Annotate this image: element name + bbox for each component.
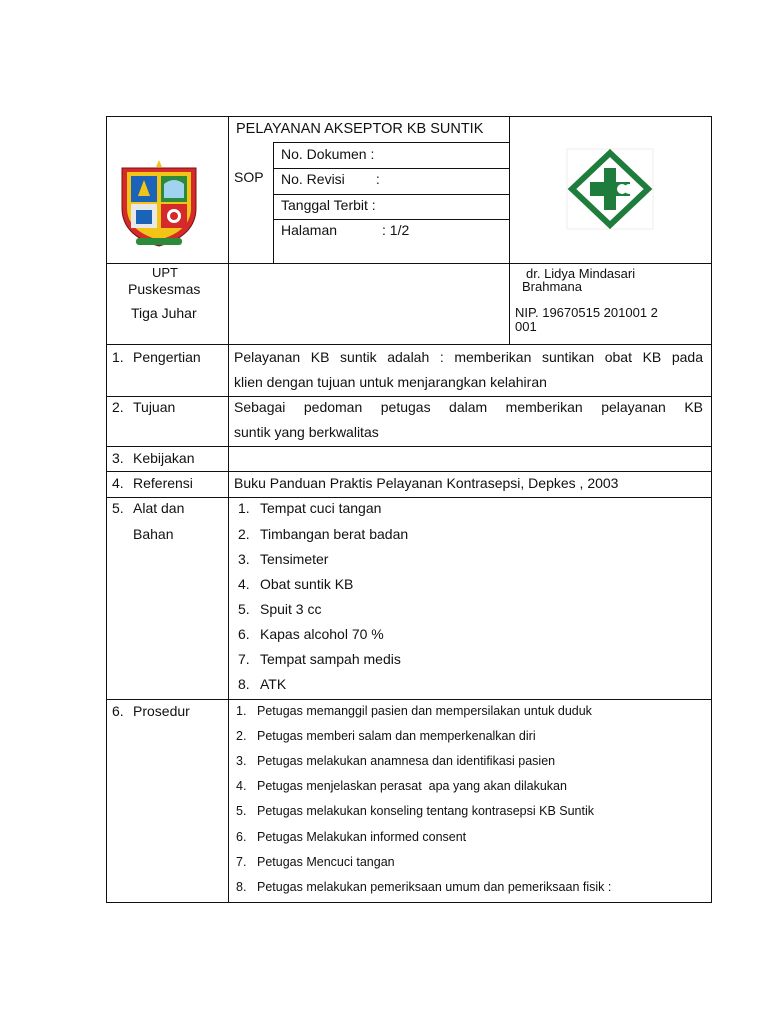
list-item: Spuit 3 cc — [260, 601, 322, 617]
org-puskesmas: Puskesmas — [128, 281, 201, 297]
list-item: ATK — [260, 676, 287, 692]
signer-nip: NIP. 19670515 201001 2 — [515, 305, 658, 320]
list-item: Petugas Melakukan informed consent — [257, 830, 467, 844]
list-item: Tensimeter — [260, 551, 329, 567]
page-label: Halaman — [281, 222, 338, 238]
org-upt: UPT — [152, 265, 178, 280]
sop-label: SOP — [234, 169, 264, 185]
pengertian-text-line2: klien dengan tujuan untuk menjarangkan kelahiran — [234, 374, 547, 390]
section-label-pengertian: Pengertian — [133, 349, 201, 365]
regional-coat-of-arms-icon — [116, 158, 202, 250]
list-item: Kapas alcohol 70 % — [260, 626, 384, 642]
section-label-referensi: Referensi — [133, 475, 193, 491]
list-item: Petugas menjelaskan perasat apa yang akan dilakukan — [257, 779, 567, 793]
list-item-number: 1. — [238, 500, 250, 516]
list-item: Petugas melakukan anamnesa dan identifikasi pasien — [257, 754, 556, 768]
list-item: Tempat cuci tangan — [260, 500, 382, 516]
list-item-number: 7. — [236, 855, 247, 869]
tujuan-text-line1: Sebagai pedoman petugas dalam memberikan pelayanan KB — [234, 399, 703, 415]
org-location: Tiga Juhar — [131, 305, 197, 321]
pengertian-text-line1: Pelayanan KB suntik adalah : memberikan suntikan obat KB pada — [234, 349, 703, 365]
signer-name-cont: Brahmana — [522, 279, 582, 294]
list-item-number: 3. — [238, 551, 250, 567]
signer-nip-cont: 001 — [515, 319, 537, 334]
list-item: Timbangan berat badan — [260, 526, 409, 542]
doc-number-label: No. Dokumen : — [281, 146, 375, 162]
list-item-number: 1. — [236, 704, 247, 718]
page-value: : 1/2 — [382, 222, 410, 238]
list-item-number: 5. — [236, 804, 247, 818]
list-item-number: 5. — [238, 601, 250, 617]
list-item-number: 8. — [238, 676, 250, 692]
referensi-text: Buku Panduan Praktis Pelayanan Kontrasepsi, Depkes , 2003 — [234, 475, 619, 491]
section-number: 5. — [112, 500, 124, 516]
list-item: Tempat sampah medis — [260, 651, 401, 667]
list-item-number: 8. — [236, 880, 247, 894]
section-label-bahan: Bahan — [133, 526, 174, 542]
list-item: Petugas memberi salam dan memperkenalkan diri — [257, 729, 536, 743]
list-item: Obat suntik KB — [260, 576, 354, 592]
section-label-tujuan: Tujuan — [133, 399, 176, 415]
list-item: Petugas memanggil pasien dan mempersilakan untuk duduk — [257, 704, 592, 718]
puskesmas-cross-icon — [566, 148, 654, 230]
document-title: PELAYANAN AKSEPTOR KB SUNTIK — [236, 121, 484, 137]
issue-date-label: Tanggal Terbit : — [281, 197, 376, 213]
section-number: 1. — [112, 349, 124, 365]
section-number: 4. — [112, 475, 124, 491]
section-label-prosedur: Prosedur — [133, 703, 190, 719]
list-item-number: 2. — [236, 729, 247, 743]
section-label-alat: Alat dan — [133, 500, 185, 516]
list-item-number: 7. — [238, 651, 250, 667]
list-item: Petugas melakukan konseling tentang kontrasepsi KB Suntik — [257, 804, 595, 818]
section-number: 2. — [112, 399, 124, 415]
section-number: 6. — [112, 703, 124, 719]
list-item: Petugas melakukan pemeriksaan umum dan pemeriksaan fisik : — [257, 880, 612, 894]
tujuan-text-line2: suntik yang berkwalitas — [234, 424, 379, 440]
signer-name: dr. Lidya Mindasari — [526, 266, 636, 281]
list-item-number: 3. — [236, 754, 247, 768]
list-item-number: 6. — [238, 626, 250, 642]
list-item: Petugas Mencuci tangan — [257, 855, 395, 869]
revision-label: No. Revisi : — [281, 171, 380, 187]
section-number: 3. — [112, 450, 124, 466]
list-item-number: 4. — [236, 779, 247, 793]
list-item-number: 6. — [236, 830, 247, 844]
list-item-number: 4. — [238, 576, 250, 592]
section-label-kebijakan: Kebijakan — [133, 450, 195, 466]
list-item-number: 2. — [238, 526, 250, 542]
